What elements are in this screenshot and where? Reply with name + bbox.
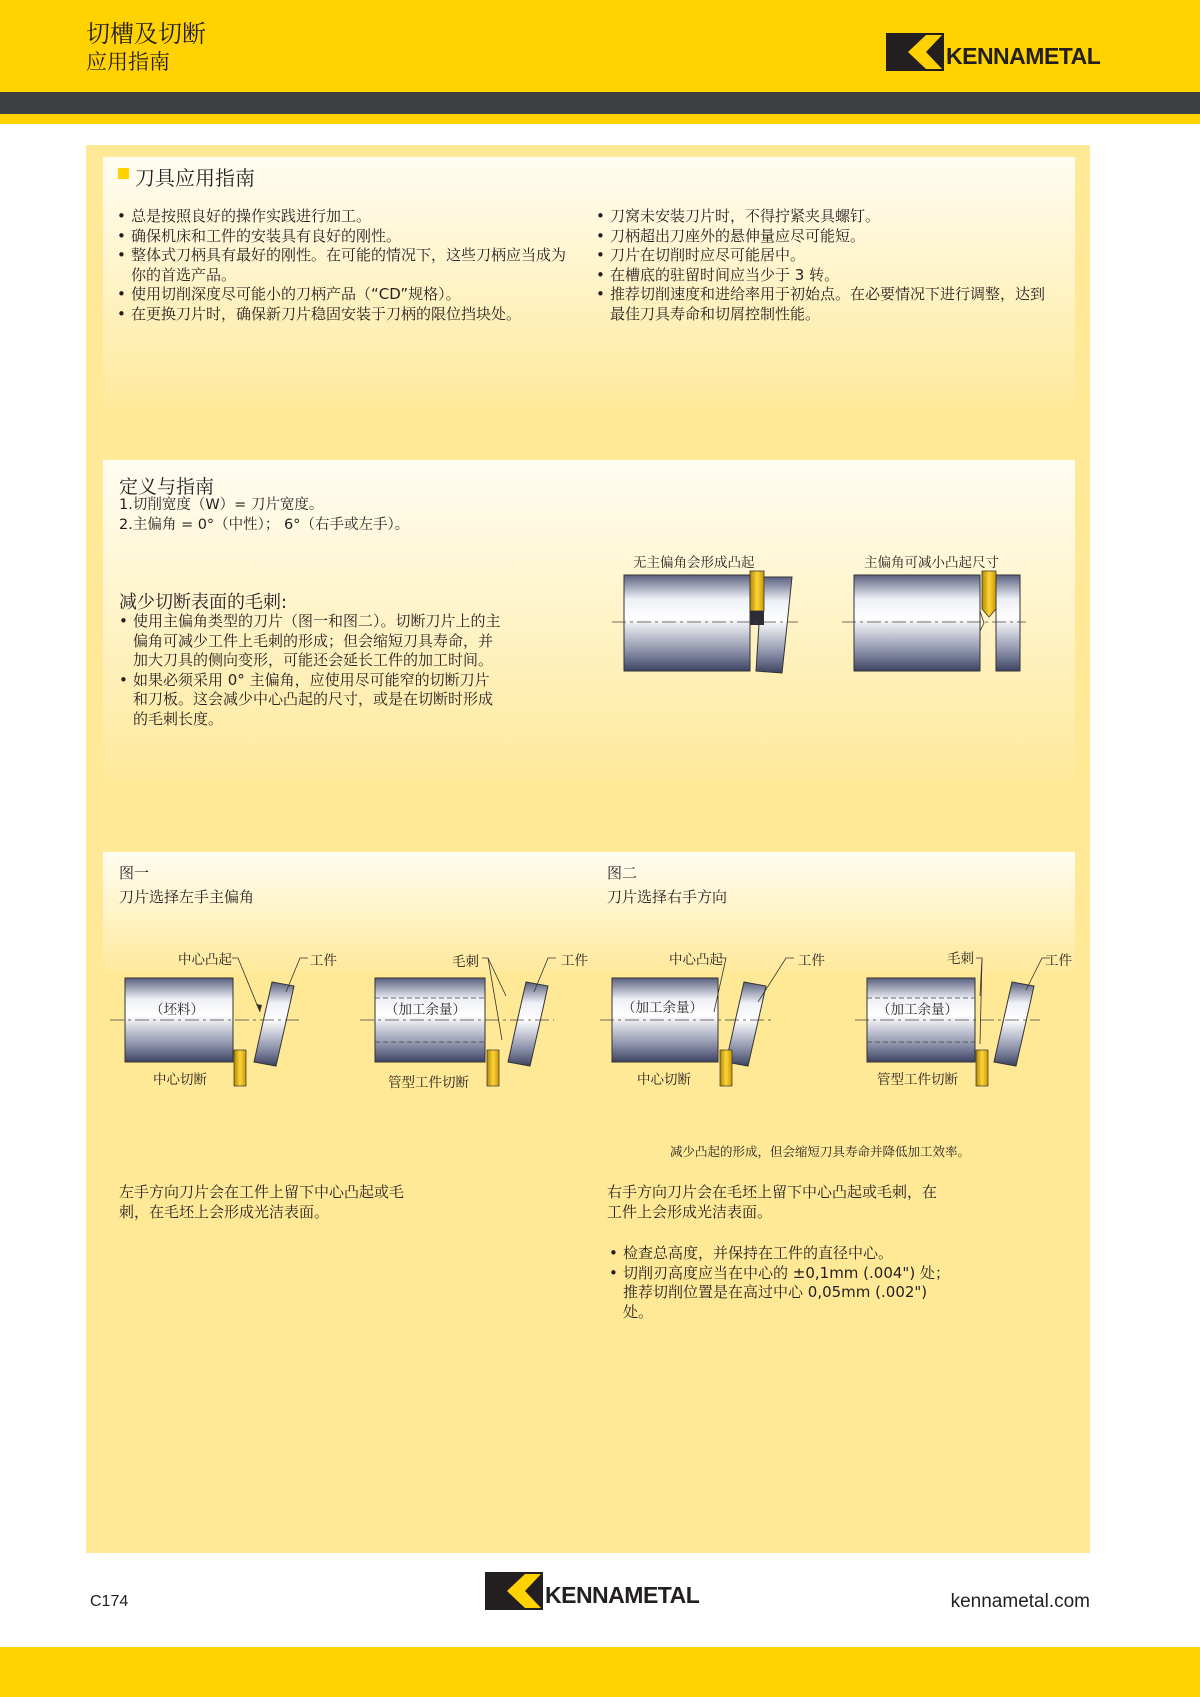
figure2-description: 右手方向刀片会在毛坯上留下中心凸起或毛刺，在工件上会形成光洁表面。 [607, 1183, 938, 1221]
label-burr: 毛刺 [947, 951, 974, 967]
list-item: • 使用主偏角类型的刀片（图一和图二）。切断刀片上的主偏角可减少工件上毛刺的形成；但会缩短刀具寿命，并加大刀具的侧向变形，可能还会延长工件的加工时间。 [119, 612, 501, 671]
footer-kennametal-logo [485, 1572, 699, 1610]
list-item: • 如果必须采用 0° 主偏角，应使用尽可能窄的切断刀片和刀板。这会减少中心凸起的尺寸，或是在切断时形成的毛刺长度。 [119, 671, 501, 730]
list-item: • 刀柄超出刀座外的悬伸量应尽可能短。 [596, 227, 1051, 247]
insert-shape [976, 1050, 988, 1086]
parting-diagrams [612, 565, 1032, 680]
label-workpiece: 工件 [1045, 953, 1072, 969]
section-marker-icon [118, 168, 129, 179]
parted-part-shape [996, 575, 1020, 671]
figure2-title: 图二 [607, 864, 638, 882]
definition-1: 1.切削宽度（W）= 刀片宽度。 [119, 497, 324, 513]
figure-note: 减少凸起的形成，但会缩短刀具寿命并降低加工效率。 [670, 1144, 971, 1159]
list-item: • 整体式刀柄具有最好的刚性。在可能的情况下，这些刀柄应当成为你的首选产品。 [117, 246, 569, 285]
label-workpiece: 工件 [310, 953, 337, 969]
kennametal-k-icon [485, 1572, 543, 1610]
label-blank: （坯料） [150, 1002, 204, 1018]
insert-shape [487, 1050, 499, 1086]
workpiece-shape [854, 575, 980, 671]
burr-subheading: 减少切断表面的毛刺: [119, 592, 288, 613]
diagram-caption-no-lead: 无主偏角会形成凸起 [633, 555, 755, 571]
list-item: • 切削刃高度应当在中心的 ±0,1mm (.004") 处；推荐切削位置是在高过中心 0,05mm (.002") 处。 [609, 1264, 959, 1323]
list-item: • 在槽底的驻留时间应当少于 3 转。 [596, 266, 1051, 286]
label-allowance: （加工余量） [622, 1000, 703, 1016]
list-item: • 确保机床和工件的安装具有良好的刚性。 [117, 227, 569, 247]
logo-wordmark: KENNAMETAL [946, 42, 1101, 69]
diagram-caption-lead: 主偏角可减小凸起尺寸 [864, 555, 999, 571]
section-heading: 刀具应用指南 [135, 166, 255, 190]
label-burr: 毛刺 [452, 954, 479, 970]
footer-band [0, 1647, 1200, 1697]
list-item: • 刀窝未安装刀片时，不得拧紧夹具螺钉。 [596, 207, 1051, 227]
list-item: • 推荐切削速度和进给率用于初始点。在必要情况下进行调整，达到最佳刀具寿命和切屑控制性能。 [596, 285, 1051, 324]
figure1-title: 图一 [119, 864, 150, 882]
parted-part-shape [994, 982, 1034, 1066]
label-center-bump: 中心凸起 [669, 952, 723, 968]
label-allowance: （加工余量） [877, 1002, 958, 1018]
header-yellow-stripe [0, 114, 1200, 124]
tool-guide-left-list [117, 207, 569, 324]
page-number: C174 [90, 1593, 129, 1610]
label-tube-cut: 管型工件切断 [877, 1072, 958, 1088]
list-item: • 使用切削深度尽可能小的刀柄产品（“CD”规格）。 [117, 285, 569, 305]
workpiece-shape [624, 575, 750, 671]
figure2-subtitle: 刀片选择右手方向 [607, 888, 728, 906]
header-dark-band [0, 92, 1200, 114]
insert-shape [234, 1050, 246, 1086]
page-subtitle: 应用指南 [86, 50, 170, 74]
kennametal-logo [886, 33, 1100, 71]
list-item: • 总是按照良好的操作实践进行加工。 [117, 207, 569, 227]
label-allowance: （加工余量） [385, 1002, 466, 1018]
figure1-description: 左手方向刀片会在工件上留下中心凸起或毛刺，在毛坯上会形成光洁表面。 [119, 1183, 405, 1221]
figure1-subtitle: 刀片选择左手主偏角 [119, 888, 255, 906]
insert-shape [982, 571, 996, 617]
kennametal-k-icon [886, 33, 944, 71]
parted-part-shape [508, 982, 548, 1066]
page-title: 切槽及切断 [86, 20, 206, 48]
definitions-heading: 定义与指南 [119, 476, 215, 498]
list-item: • 在更换刀片时，确保新刀片稳固安装于刀柄的限位挡块处。 [117, 305, 569, 325]
label-workpiece: 工件 [561, 953, 588, 969]
label-workpiece: 工件 [798, 953, 825, 969]
parted-part-shape [254, 982, 294, 1066]
tool-guide-right-list [596, 207, 1051, 324]
label-center-cut: 中心切断 [153, 1072, 207, 1088]
label-tube-cut: 管型工件切断 [388, 1075, 469, 1091]
list-item: • 检查总高度，并保持在工件的直径中心。 [609, 1244, 959, 1264]
label-center-cut: 中心切断 [637, 1072, 691, 1088]
insert-shape [720, 1050, 732, 1086]
footer-url[interactable]: kennametal.com [950, 1591, 1090, 1612]
figure2-list [609, 1244, 959, 1322]
logo-wordmark: KENNAMETAL [545, 1581, 700, 1608]
list-item: • 刀片在切削时应尽可能居中。 [596, 246, 1051, 266]
definition-2: 2.主偏角 = 0°（中性）； 6°（右手或左手）。 [119, 517, 410, 533]
burr-list [119, 612, 501, 729]
insert-shape [750, 571, 764, 611]
label-center-bump: 中心凸起 [178, 952, 232, 968]
